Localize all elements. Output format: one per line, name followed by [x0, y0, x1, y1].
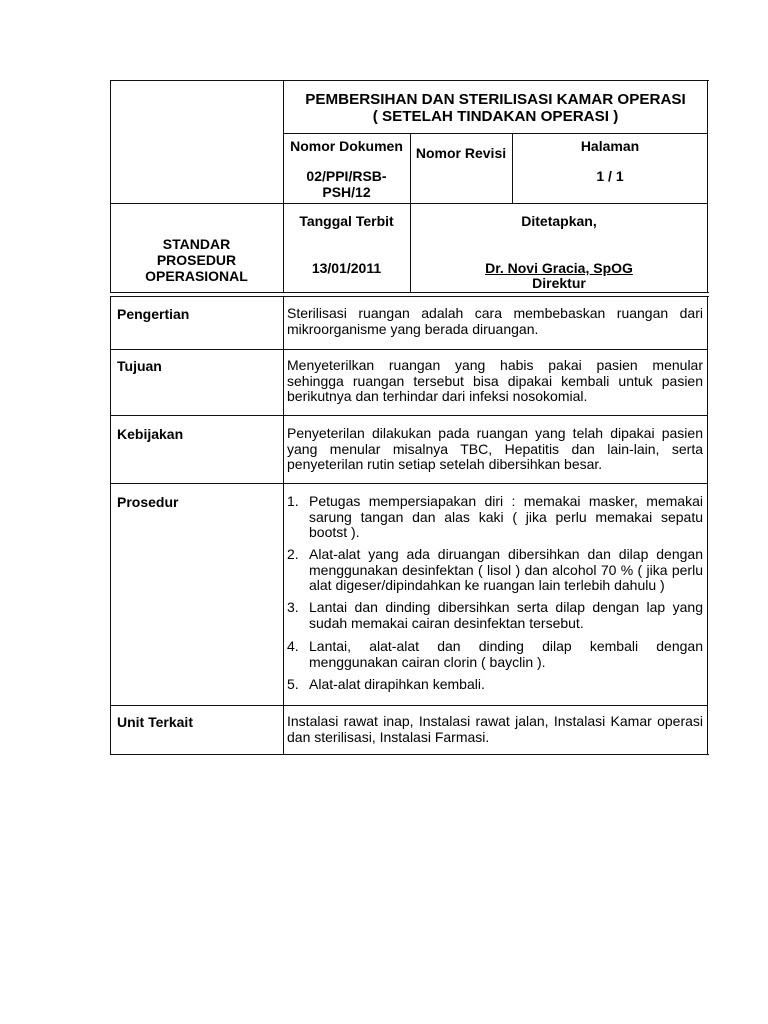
text-line: Alat-alat yang ada diruangan dibersihkan dan dilap dengan: [309, 546, 703, 562]
text-line: Petugas mempersiapakan diri : memakai masker, memakai: [309, 493, 703, 509]
text-line: penyeterilan rutin setiap setelah dibersihkan besar.: [287, 456, 603, 473]
text-line: bootst ).: [309, 524, 360, 541]
header-divider-title: [283, 133, 708, 134]
sop-label: OPERASIONAL: [145, 268, 248, 284]
body-divider-column: [283, 296, 284, 755]
prosedur-item: [309, 639, 703, 670]
prosedur-item-number: 2.: [287, 546, 299, 562]
text-line: sarung tangan dan alas kaki ( jika perlu memakai sepatu: [309, 508, 703, 525]
tujuan-label: Tujuan: [117, 358, 162, 374]
text-line: Menyeterilkan ruangan yang habis pakai pasien menular: [287, 357, 703, 373]
signatory-name: [410, 260, 708, 276]
text-line: Penyeterilan dilakukan pada ruangan yang telah dipakai pasien: [287, 425, 703, 441]
text-line: alat digeser/dipindahkan ke ruangan lain terlebih dahulu ): [309, 577, 665, 594]
prosedur-item: [309, 494, 703, 541]
prosedur-item-number: 1.: [287, 493, 299, 509]
text-line: berikutnya dan terhindar dari infeksi nosokomial.: [287, 388, 588, 405]
pengertian-label: Pengertian: [117, 306, 190, 322]
body-border-top: [110, 296, 709, 297]
row-divider: [110, 349, 708, 350]
prosedur-item: [309, 547, 703, 594]
text-line: Lantai dan dinding dibersihkan serta dilap dengan lap yang: [309, 599, 703, 615]
body-border-bottom: [110, 754, 709, 755]
text-line: yang menular misalnya TBC, Hepatitis dan lain-lain, serta: [287, 440, 703, 457]
header-divider-meta: [110, 203, 708, 204]
body-border-right: [707, 296, 708, 755]
document-subtitle: ( SETELAH TINDAKAN OPERASI ): [372, 108, 619, 125]
prosedur-item: [309, 677, 703, 693]
tanggal-terbit-value: 13/01/2011: [311, 260, 382, 276]
text-line: Sterilisasi ruangan adalah cara membebaskan ruangan dari: [287, 305, 703, 321]
text-line: menggunakan desinfektan ( lisol ) dan alcohol 70 % ( jika perlu: [309, 561, 703, 578]
sop-label: PROSEDUR: [156, 252, 237, 268]
unit-terkait-label: Unit Terkait: [117, 714, 193, 730]
pengertian-text: [287, 306, 703, 337]
header-border-top: [110, 80, 709, 81]
text-line: sudah memakai cairan desinfektan tersebut.: [309, 614, 584, 631]
nomor-dokumen-value: PSH/12: [322, 184, 371, 200]
text-line: mikroorganisme yang berada diruangan.: [287, 320, 539, 337]
text-line: dan sterilisasi, Instalasi Farmasi.: [287, 728, 490, 745]
halaman-value: 1 / 1: [596, 168, 624, 184]
nomor-dokumen-label: Nomor Dokumen: [290, 138, 403, 154]
prosedur-item-number: 3.: [287, 599, 299, 615]
row-divider: [110, 483, 708, 484]
row-divider: [110, 705, 708, 706]
kebijakan-label: Kebijakan: [117, 426, 184, 442]
unit-terkait-text: [287, 714, 703, 745]
kebijakan-text: [287, 426, 703, 473]
text-line: Lantai, alat-alat dan dinding dilap kembali dengan: [309, 638, 703, 654]
prosedur-item-number: 4.: [287, 638, 299, 654]
nomor-dokumen-value: 02/PPI/RSB-: [306, 168, 387, 184]
sop-label: STANDAR: [162, 236, 231, 252]
prosedur-item-number: 5.: [287, 676, 299, 692]
document-title: PEMBERSIHAN DAN STERILISASI KAMAR OPERASI: [305, 91, 686, 108]
tanggal-terbit-label: Tanggal Terbit: [299, 213, 394, 229]
ditetapkan-label: Ditetapkan,: [521, 213, 597, 229]
body-border-left: [110, 296, 111, 755]
prosedur-item: [309, 600, 703, 631]
signatory-title: Direktur: [532, 275, 586, 291]
row-divider: [110, 415, 708, 416]
halaman-label: Halaman: [580, 138, 640, 154]
prosedur-label: Prosedur: [117, 494, 179, 510]
text-line: Alat-alat dirapihkan kembali.: [309, 676, 485, 692]
text-line: menggunakan cairan clorin ( bayclin ).: [309, 653, 546, 670]
text-line: sehingga ruangan tersebut bisa dipakai kembali untuk pasien: [287, 372, 703, 389]
nomor-revisi-label: Nomor Revisi: [415, 145, 507, 161]
text-line: Instalasi rawat inap, Instalasi rawat jalan, Instalasi Kamar operasi: [287, 713, 703, 729]
tujuan-text: [287, 358, 703, 405]
signatory-name-text: Dr. Novi Gracia, SpOG: [485, 260, 633, 276]
